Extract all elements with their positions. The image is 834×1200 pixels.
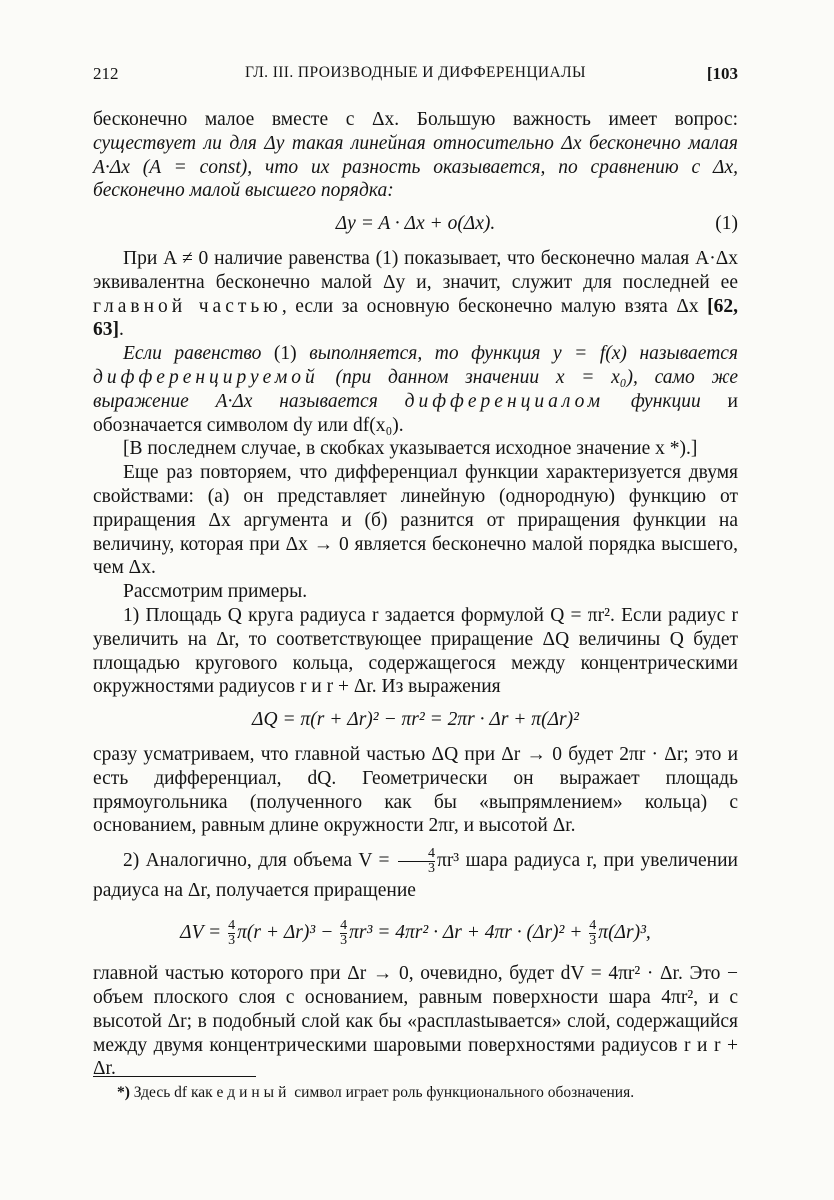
paragraph-examples-intro: Рассмотрим примеры. (123, 581, 308, 603)
chapter-title: ГЛ. III. ПРОИЗВОДНЫЕ И ДИФФЕРЕНЦИАЛЫ (245, 64, 586, 81)
footnote-marker: *) (117, 1084, 130, 1101)
paragraph-example-1: 1) Площадь Q круга радиуса r задается формулой Q = πr². Если радиус r увеличить на Δr, то соответствующее приращение ΔQ величины Q будет площадью кругового кольца, содержащегося между концентрическими окружностями радиусов r и r + Δr. Из выражения (93, 604, 738, 698)
question-statement: существует ли для Δy такая линейная относительно Δx бесконечно малая A·Δx (A = const), что их разность оказывается, по сравнению с Δx, бесконечно малой высшего порядка: (93, 132, 738, 202)
term-main-part: главной частью (93, 295, 282, 317)
footnote: *) Здесь df как единый символ играет роль функционального обозначения. (117, 1084, 635, 1101)
paragraph-example-2-cont: главной частью которого при Δr → 0, очевидно, будет dV = 4πr² · Δr. Это − объем плоского слоя с основанием, равным поверхности шара 4πr², и с высотой Δr; в подобный слой как бы «расплastывается» слой, содержащийся между двумя концентрическими шаровыми поверхностями радиусов r и r + Δr. (93, 963, 738, 1080)
paragraph-1: бесконечно малое вместе с Δx. Большую важность имеет вопрос: существует ли для Δy такая линейная относительно Δx бесконечно малая A·Δx (A = const), что их разность оказывается, по сравнению с Δx, бесконечно малой высшего порядка: (93, 109, 738, 202)
section-number: [103 (706, 64, 738, 83)
footnote-separator (93, 1076, 256, 1077)
paragraph-2: При A ≠ 0 наличие равенства (1) показывает, что бесконечно малая A·Δx эквивалентна бесконечно малой Δy и, значит, служит для последней ее главной частью, если за основную бесконечно малую взята Δx [62, 63]. (93, 247, 738, 341)
equation-1: Δy = A · Δx + o(Δx). (1) (335, 213, 738, 235)
paragraph-definition: Если равенство (1) выполняется, то функция y = f(x) называется дифференцируемой (при данном значении x = x₀), само же выражение A·Δx называется дифференциалом функции и обозначается символом dy или df(x₀). (93, 343, 738, 436)
references: [62, 63] (93, 295, 738, 341)
page-number: 212 (93, 64, 119, 83)
paragraph-note: [В последнем случае, в скобках указывается исходное значение x *).] (123, 438, 698, 460)
fraction-four-thirds: $\frac{4}{3}$ (398, 847, 435, 876)
equation-3: ΔV = $\frac{4}{3}$ π(r + Δr)³ − $\frac{4}{3}$ πr³ = 4πr² · Δr + 4πr · (Δr)² + $\frac{4}{3}$ π(Δr)³, (180, 918, 651, 949)
paragraph-properties: Еще раз повторяем, что дифференциал функции характеризуется двумя свойствами: (a) он представляет линейную (однородную) функцию от приращения Δx аргумента и (б) разнится от приращения функции на величину, которая при Δx → 0 является бесконечно малой порядка высшего, чем Δx. (93, 462, 738, 579)
main-text (93, 108, 738, 1081)
paragraph-example-2: 2) Аналогично, для объема V = $\frac{4}{3}$ πr³ шара радиуса r, при увеличении радиуса на Δr, получается приращение (93, 846, 738, 902)
term-differentiable: дифференцируемой (93, 366, 319, 388)
running-header (93, 64, 738, 86)
paragraph-example-1-cont: сразу усматриваем, что главной частью ΔQ при Δr → 0 будет 2πr · Δr; это и есть дифференциал, dQ. Геометрически он выражает площадь прямоугольника (полученного как бы «выпрямлением» кольца) с основанием, равным длине окружности 2πr, и высотой Δr. (93, 743, 738, 837)
equation-2: ΔQ = π(r + Δr)² − πr² = 2πr · Δr + π(Δr)² (252, 709, 579, 731)
equation-1-number: (1) (715, 213, 738, 235)
term-differential: дифференциалом (404, 390, 605, 412)
